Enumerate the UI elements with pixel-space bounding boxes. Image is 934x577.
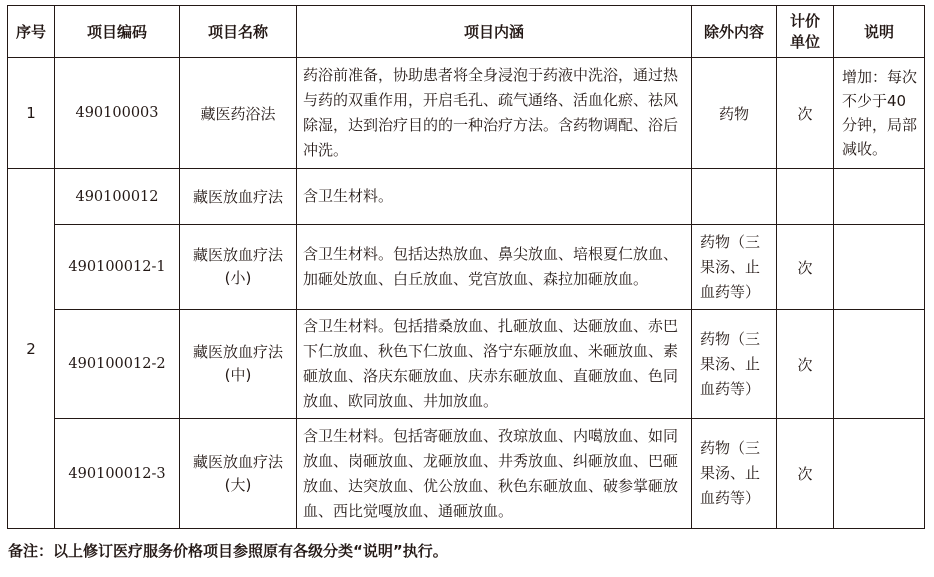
row-exclusion: 药物（三果汤、止血药等） (692, 419, 777, 529)
row-content: 含卫生材料。包括措桑放血、扎砸放血、达砸放血、赤巴下仁放血、秋色下仁放血、洛宁东砸放血、米砸放血、素砸放血、洛庆东砸放血、庆赤东砸放血、直砸放血、色同放血、欧同放血、井加放血。 (297, 310, 692, 419)
row-note (834, 419, 925, 529)
row-exclusion: 药物（三果汤、止血药等） (692, 225, 777, 310)
row-name-line1: 藏医放血疗法 (192, 246, 283, 264)
row-unit (777, 169, 834, 225)
row-name-line1: 藏医放血疗法 (192, 452, 283, 471)
row-exclusion: 药物 (692, 58, 777, 169)
row-unit: 次 (777, 225, 834, 310)
header-note: 说明 (834, 6, 925, 58)
row-name: 藏医放血疗法 (180, 169, 297, 225)
row-seq: 2 (8, 169, 55, 529)
row-exclusion: 药物（三果汤、止血药等） (692, 310, 777, 419)
row-name (180, 310, 297, 419)
table-row (8, 225, 925, 310)
row-content: 含卫生材料。包括达热放血、鼻尖放血、培根夏仁放血、加砸处放血、白丘放血、党宫放血、森拉加砸放血。 (297, 225, 692, 310)
row-content: 含卫生材料。包括寄砸放血、孜琼放血、内噶放血、如同放血、岗砸放血、龙砸放血、井秀放血、纠砸放血、巴砸放血、达突放血、优公放血、秋色东砸放血、破参掌砸放血、西比觉嘎放血、通砸放血。 (297, 419, 692, 529)
row-unit: 次 (777, 310, 834, 419)
table-row (8, 58, 925, 169)
header-code: 项目编码 (55, 6, 180, 58)
header-exclusion: 除外内容 (692, 6, 777, 58)
row-content: 含卫生材料。 (297, 169, 692, 225)
table-row (8, 169, 925, 225)
row-code: 490100003 (55, 58, 180, 169)
header-seq: 序号 (8, 6, 55, 58)
row-name-size: (大) (224, 475, 252, 494)
header-unit-line1: 计价 (789, 11, 820, 30)
row-note (834, 169, 925, 225)
row-note: 增加：每次不少于40分钟，局部减收。 (834, 58, 925, 169)
header-unit-line2: 单位 (789, 32, 820, 51)
header-name: 项目名称 (180, 6, 297, 58)
row-code: 490100012 (55, 169, 180, 225)
row-code: 490100012-3 (55, 419, 180, 529)
row-name (180, 419, 297, 529)
row-code: 490100012-2 (55, 310, 180, 419)
row-name-line1: 藏医放血疗法 (192, 343, 283, 361)
header-row (8, 6, 925, 58)
row-name-size: (中) (224, 366, 252, 384)
row-name-size: (小) (224, 269, 252, 287)
row-name (180, 225, 297, 310)
footer-remark: 备注：以上修订医疗服务价格项目参照原有各级分类“说明”执行。 (8, 542, 448, 560)
price-items-table (7, 5, 925, 529)
table-row (8, 419, 925, 529)
row-note (834, 310, 925, 419)
row-name: 藏医药浴法 (180, 58, 297, 169)
row-code: 490100012-1 (55, 225, 180, 310)
row-unit: 次 (777, 419, 834, 529)
row-content: 药浴前准备，协助患者将全身浸泡于药液中洗浴，通过热与药的双重作用，开启毛孔、疏气通络、活血化瘀、祛风除湿，达到治疗目的的一种治疗方法。含药物调配、浴后冲洗。 (297, 58, 692, 169)
row-note (834, 225, 925, 310)
header-content: 项目内涵 (297, 6, 692, 58)
table-row (8, 310, 925, 419)
header-unit (777, 6, 834, 58)
row-seq: 1 (8, 58, 55, 169)
row-exclusion (692, 169, 777, 225)
row-unit: 次 (777, 58, 834, 169)
